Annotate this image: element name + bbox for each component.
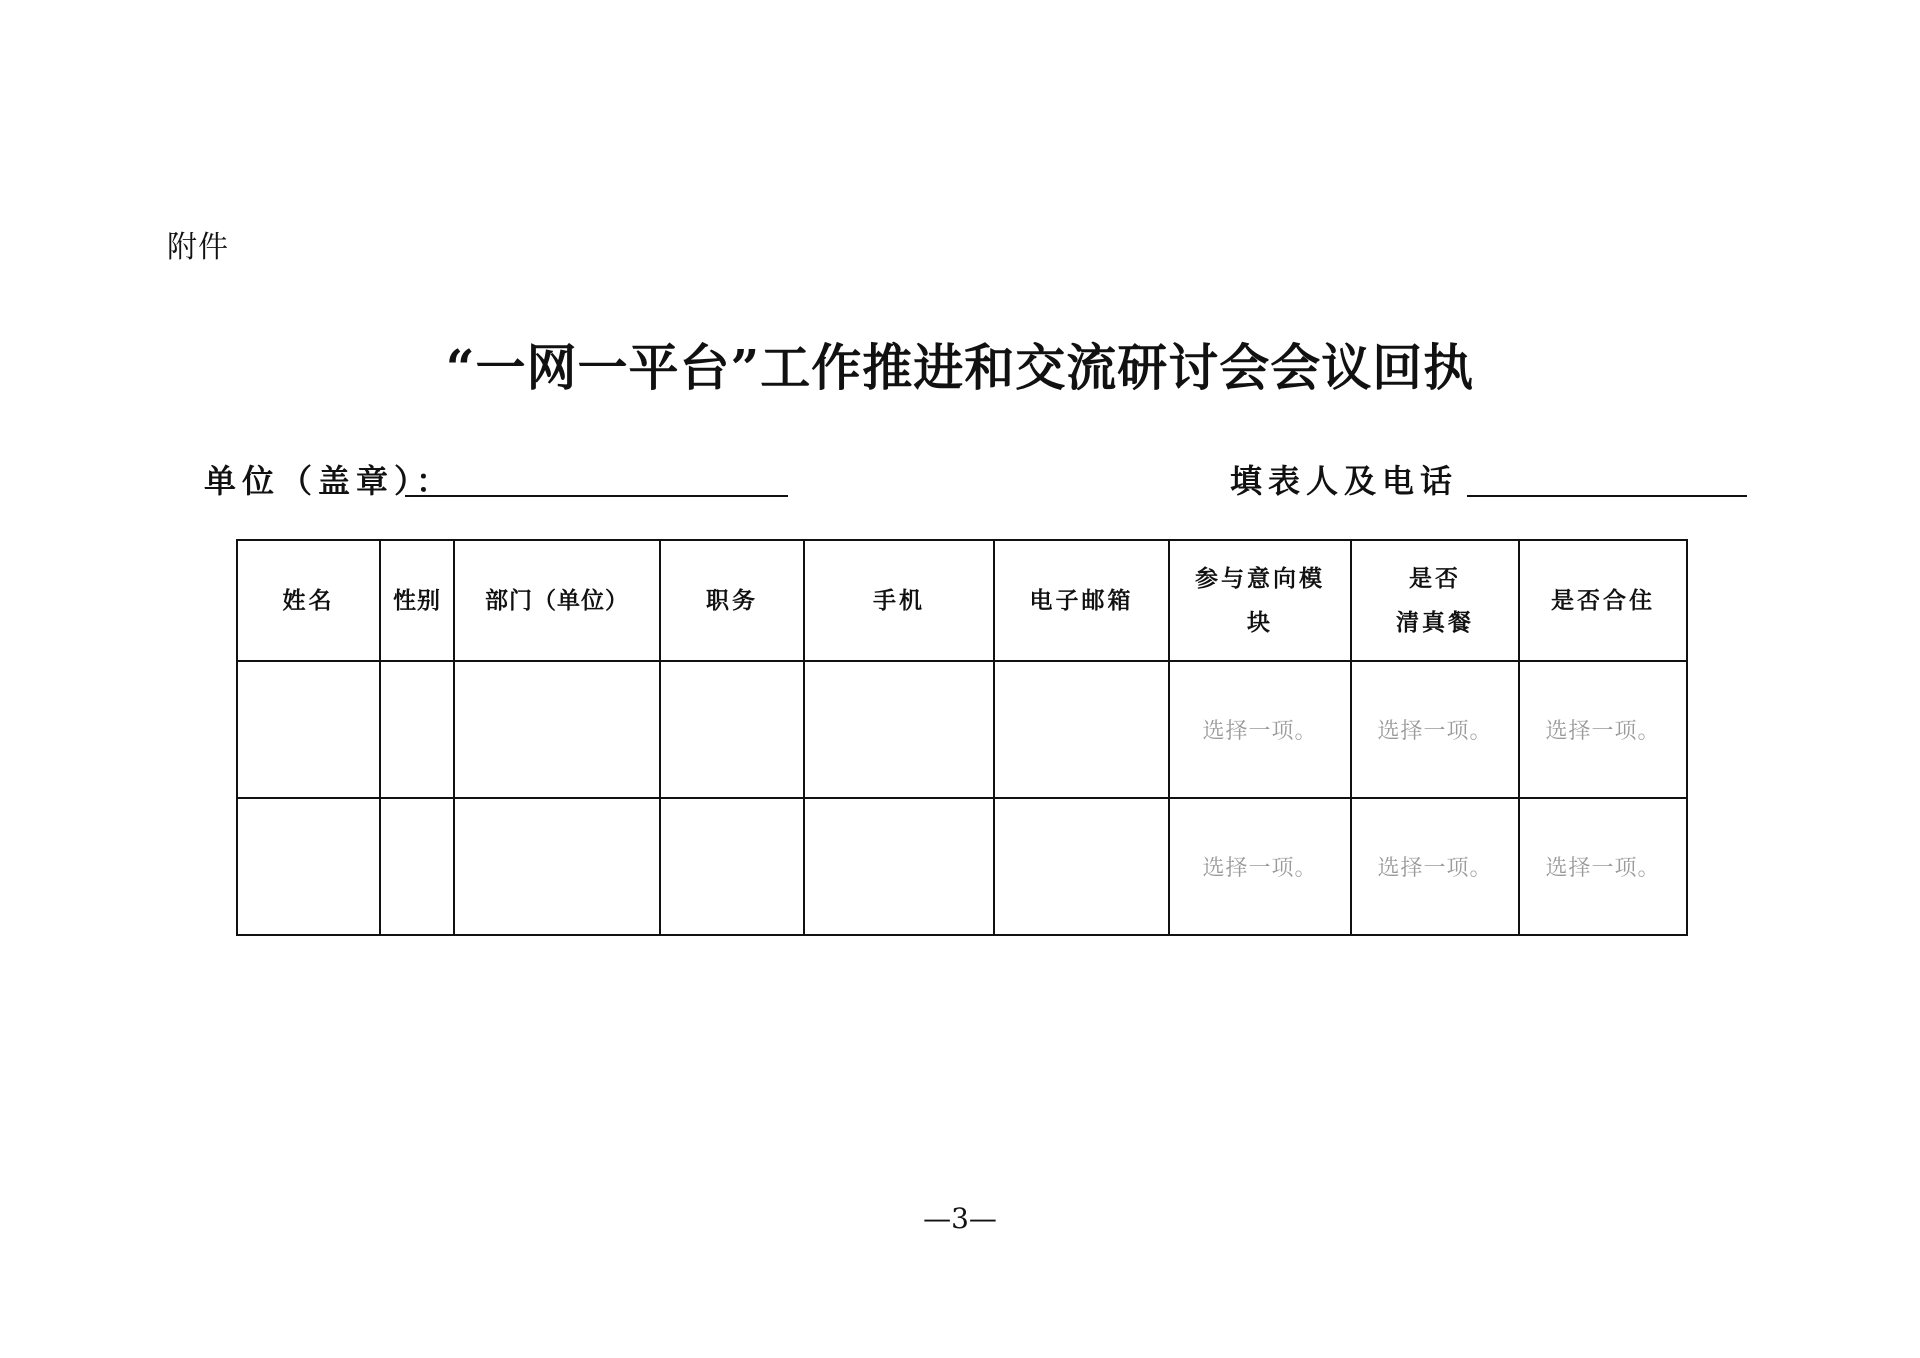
table-row	[237, 798, 1687, 935]
department-cell[interactable]	[454, 798, 660, 935]
table-header-row	[237, 540, 1687, 661]
header-module-line1: 参与意向模	[1195, 564, 1325, 592]
header-module	[1169, 540, 1351, 661]
attachment-label: 附件	[167, 230, 229, 265]
filler-label: 填表人及电话	[1230, 462, 1459, 500]
module-select[interactable]: 选择一项。	[1169, 661, 1351, 798]
table-row	[237, 661, 1687, 798]
page-number: —3—	[923, 1202, 997, 1235]
filler-phone-field[interactable]	[1467, 495, 1747, 497]
header-position: 职务	[660, 540, 804, 661]
halal-select[interactable]: 选择一项。	[1351, 798, 1519, 935]
halal-select[interactable]: 选择一项。	[1351, 661, 1519, 798]
name-cell[interactable]	[237, 798, 380, 935]
header-department: 部门（单位）	[454, 540, 660, 661]
receipt-table	[236, 539, 1688, 936]
page-title: “一网一平台”工作推进和交流研讨会会议回执	[445, 338, 1475, 397]
header-shared-room: 是否合住	[1519, 540, 1687, 661]
department-cell[interactable]	[454, 661, 660, 798]
shared-room-select[interactable]: 选择一项。	[1519, 661, 1687, 798]
header-gender: 性别	[380, 540, 454, 661]
header-halal-line1: 是否	[1409, 564, 1461, 592]
position-cell[interactable]	[660, 798, 804, 935]
header-name: 姓名	[237, 540, 380, 661]
header-mobile: 手机	[804, 540, 994, 661]
unit-label: 单位（盖章）：	[204, 462, 455, 500]
gender-cell[interactable]	[380, 798, 454, 935]
gender-cell[interactable]	[380, 661, 454, 798]
module-select[interactable]: 选择一项。	[1169, 798, 1351, 935]
header-module-line2: 块	[1247, 608, 1273, 636]
mobile-cell[interactable]	[804, 661, 994, 798]
name-cell[interactable]	[237, 661, 380, 798]
shared-room-select[interactable]: 选择一项。	[1519, 798, 1687, 935]
header-halal-line2: 清真餐	[1396, 608, 1474, 636]
mobile-cell[interactable]	[804, 798, 994, 935]
unit-field[interactable]	[405, 495, 788, 497]
header-email: 电子邮箱	[994, 540, 1169, 661]
header-halal	[1351, 540, 1519, 661]
email-cell[interactable]	[994, 798, 1169, 935]
position-cell[interactable]	[660, 661, 804, 798]
email-cell[interactable]	[994, 661, 1169, 798]
